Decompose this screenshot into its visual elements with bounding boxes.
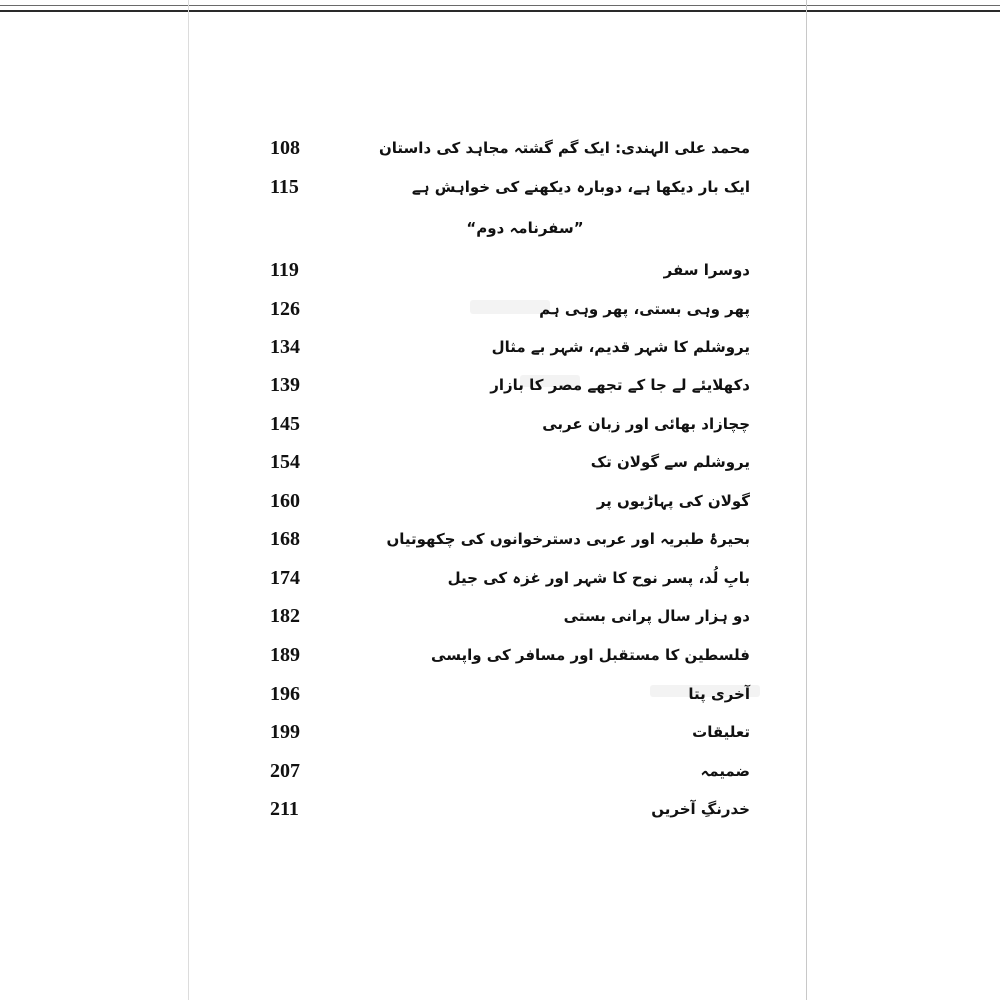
toc-page-number: 126 bbox=[270, 298, 300, 320]
toc-page-number: 134 bbox=[270, 336, 300, 358]
toc-title: چچازاد بھائی اور زبان عربی bbox=[542, 415, 750, 433]
toc-page-number: 108 bbox=[270, 137, 300, 159]
toc-entry bbox=[270, 254, 750, 286]
page-top-edge bbox=[0, 0, 1000, 12]
toc-title: دوسرا سفر bbox=[663, 261, 750, 279]
page-left-edge bbox=[188, 0, 189, 1000]
toc-title: پھر وہی بستی، پھر وہی ہم bbox=[539, 300, 750, 318]
toc-page-number: 119 bbox=[270, 259, 299, 281]
toc-entry bbox=[270, 331, 750, 363]
toc-entry bbox=[270, 485, 750, 517]
toc-title: خدرنگِ آخریں bbox=[651, 800, 750, 818]
toc-page-number: 115 bbox=[270, 176, 299, 198]
toc-title: دکھلایئے لے جا کے تجھے مصر کا بازار bbox=[490, 376, 750, 394]
toc-page-number: 174 bbox=[270, 567, 300, 589]
toc-entry bbox=[270, 600, 750, 632]
toc-entry bbox=[270, 562, 750, 594]
toc-title: بحیرۂ طبریہ اور عربی دسترخوانوں کی چکھوتیاں bbox=[386, 530, 750, 548]
toc-entry bbox=[270, 446, 750, 478]
toc-page-number: 168 bbox=[270, 528, 300, 550]
toc-title: یروشلم سے گولان تک bbox=[590, 453, 750, 471]
page-right-edge bbox=[806, 0, 807, 1000]
toc-entry bbox=[270, 793, 750, 825]
toc-title: دو ہزار سال پرانی بستی bbox=[563, 607, 750, 625]
toc-page-number: 154 bbox=[270, 451, 300, 473]
toc-page-number: 139 bbox=[270, 374, 300, 396]
toc-entry bbox=[270, 523, 750, 555]
toc-title: فلسطین کا مستقبل اور مسافر کی واپسی bbox=[431, 646, 750, 664]
toc-entry bbox=[270, 293, 750, 325]
toc-page-number: 145 bbox=[270, 413, 300, 435]
toc-title: یروشلم کا شہر قدیم، شہر بے مثال bbox=[491, 338, 750, 356]
toc-entry bbox=[270, 678, 750, 710]
toc-title: محمد علی الہندی: ایک گم گشتہ مجاہد کی داستان bbox=[379, 139, 750, 157]
toc-title: ایک بار دیکھا ہے، دوبارہ دیکھنے کی خواہش ہے bbox=[411, 178, 750, 196]
toc-title: گولان کی پہاڑیوں پر bbox=[596, 492, 750, 510]
toc-entry bbox=[270, 171, 750, 203]
toc-title: تعلیقات bbox=[692, 723, 750, 741]
toc-page-number: 207 bbox=[270, 760, 300, 782]
toc-title: آخری پتا bbox=[688, 685, 750, 703]
toc-entry bbox=[270, 408, 750, 440]
toc-entry bbox=[270, 755, 750, 787]
toc-title: ضمیمہ bbox=[700, 762, 750, 780]
toc-page-number: 211 bbox=[270, 798, 299, 820]
toc-entry bbox=[270, 132, 750, 164]
section-heading: ”سفرنامہ دوم“ bbox=[466, 219, 584, 237]
toc-page-number: 196 bbox=[270, 683, 300, 705]
toc-page-number: 160 bbox=[270, 490, 300, 512]
toc-entry bbox=[270, 716, 750, 748]
page-top-edge-inner bbox=[0, 2, 1000, 6]
toc-page-number: 182 bbox=[270, 605, 300, 627]
toc-title: بابِ لُد، پسر نوح کا شہر اور غزہ کی جیل bbox=[447, 569, 750, 587]
toc-page-number: 199 bbox=[270, 721, 300, 743]
toc-entry bbox=[270, 369, 750, 401]
toc-entry bbox=[270, 639, 750, 671]
toc-page-number: 189 bbox=[270, 644, 300, 666]
